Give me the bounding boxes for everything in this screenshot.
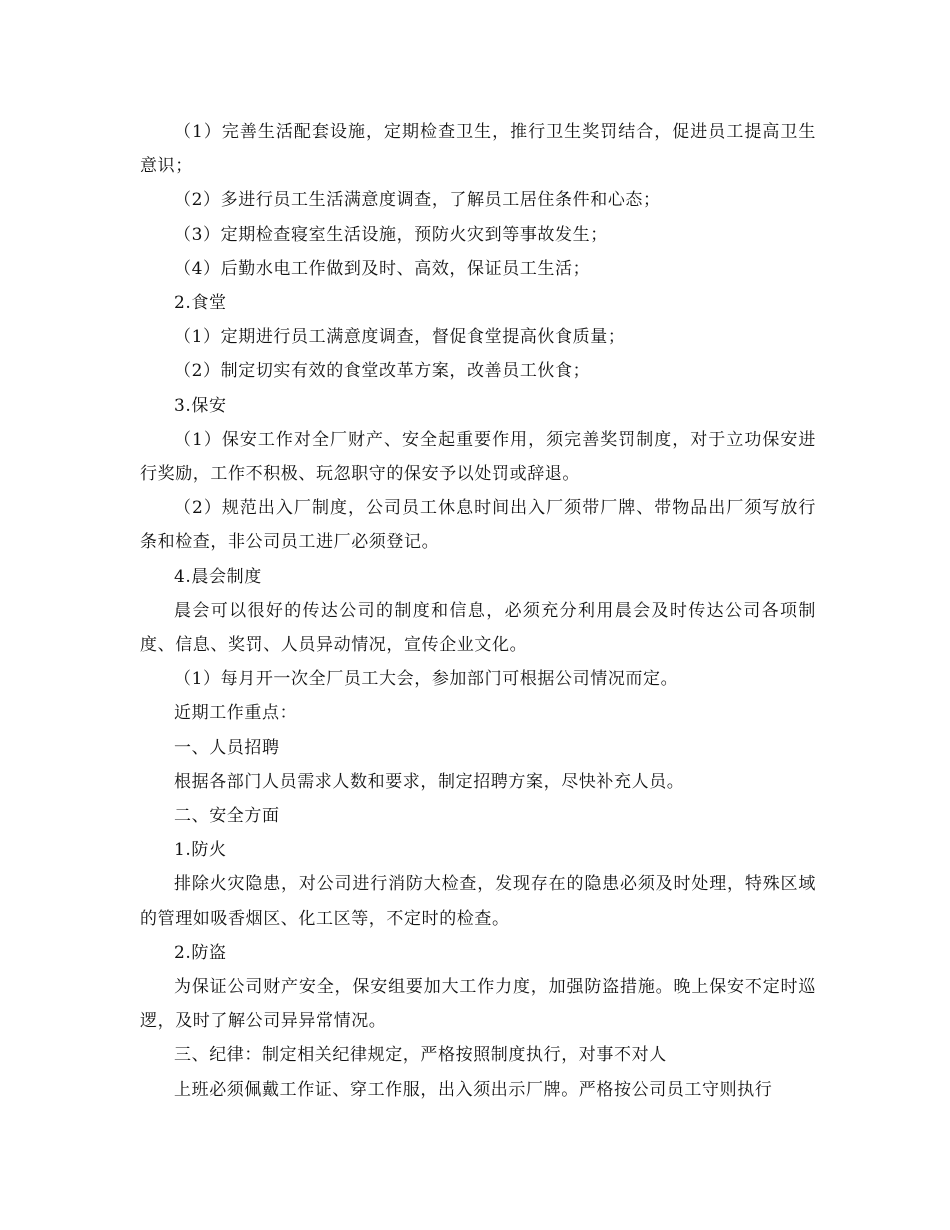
heading-discipline: 三、纪律：制定相关纪律规定，严格按照制度执行，对事不对人 — [174, 1045, 667, 1066]
section-heading-canteen: 2.食堂 — [174, 293, 227, 314]
paragraph-7: （2）制定切实有效的食堂改革方案，改善员工伙食； — [174, 361, 591, 382]
paragraph-2: （2）多进行员工生活满意度调查，了解员工居住条件和心态； — [174, 190, 661, 211]
paragraph-21: 为保证公司财产安全，保安组要加大工作力度，加强防盗措施。晚上保安不定时巡逻，及时了解公司异异常情况。 — [140, 977, 816, 1032]
paragraph-16: 根据各部门人员需求人数和要求，制定招聘方案，尽快补充人员。 — [174, 771, 685, 792]
paragraph-13: （1）每月开一次全厂员工大会，参加部门可根据公司情况而定。 — [174, 669, 679, 690]
paragraph-23: 上班必须佩戴工作证、穿工作服，出入须出示厂牌。严格按公司员工守则执行 — [174, 1079, 773, 1100]
heading-theft-prevention: 2.防盗 — [174, 942, 227, 963]
paragraph-19: 排除火灾隐患，对公司进行消防大检查，发现存在的隐患必须及时处理，特殊区域的管理如吸香烟区、化工区等，不定时的检查。 — [140, 874, 816, 929]
paragraph-1: （1）完善生活配套设施，定期检查卫生，推行卫生奖罚结合，促进员工提高卫生意识； — [140, 122, 816, 177]
paragraph-4: （4）后勤水电工作做到及时、高效，保证员工生活； — [174, 258, 591, 279]
heading-recruitment: 一、人员招聘 — [174, 737, 280, 758]
section-heading-morning-meeting: 4.晨会制度 — [174, 566, 262, 587]
heading-fire-prevention: 1.防火 — [174, 840, 227, 861]
paragraph-9: （1）保安工作对全厂财产、安全起重要作用，须完善奖罚制度，对于立功保安进行奖励，工作不积极、玩忽职守的保安予以处罚或辞退。 — [140, 429, 816, 485]
paragraph-6: （1）定期进行员工满意度调查，督促食堂提高伙食质量； — [174, 327, 626, 348]
paragraph-10: （2）规范出入厂制度，公司员工休息时间出入厂须带厂牌、带物品出厂须写放行条和检查，非公司员工进厂必须登记。 — [140, 498, 816, 553]
heading-recent-priorities: 近期工作重点： — [174, 703, 298, 724]
heading-safety: 二、安全方面 — [174, 806, 280, 827]
paragraph-3: （3）定期检查寝室生活设施，预防火灾到等事故发生； — [174, 224, 608, 245]
section-heading-security: 3.保安 — [174, 395, 227, 416]
document-page — [140, 115, 816, 1107]
paragraph-12: 晨会可以很好的传达公司的制度和信息，必须充分利用晨会及时传达公司各项制度、信息、奖罚、人员异动情况，宣传企业文化。 — [140, 600, 816, 656]
